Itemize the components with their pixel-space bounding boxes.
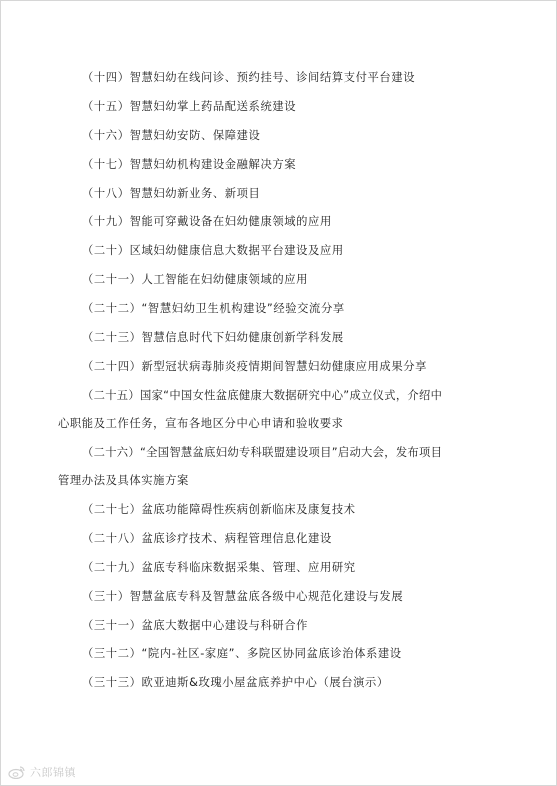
- list-item-text: （三十三）欧亚迪斯&玫瑰小屋盆底养护中心（展台演示）: [82, 676, 389, 690]
- list-item-continuation: 管理办法及具体实施方案: [58, 474, 189, 488]
- list-item-text: （二十）区域妇幼健康信息大数据平台建设及应用: [82, 244, 344, 258]
- list-item-text: （二十四）新型冠状病毒肺炎疫情期间智慧妇幼健康应用成果分享: [82, 359, 428, 373]
- list-item: [58, 503, 518, 517]
- list-item-continuation: 心职能及工作任务，宣布各地区分中心申请和验收要求: [58, 416, 344, 430]
- list-item: [58, 532, 518, 546]
- list-item-text: （二十一）人工智能在妇幼健康领域的应用: [82, 273, 309, 287]
- list-item: [58, 676, 518, 690]
- list-item: [58, 71, 518, 85]
- list-item: [58, 389, 518, 431]
- weibo-logo-icon: [8, 765, 26, 779]
- list-item-text: （二十五）国家“中国女性盆底健康大数据研究中心”成立仪式，介绍中: [82, 388, 443, 402]
- list-item: [58, 129, 518, 143]
- list-item-text: （二十八）盆底诊疗技术、病程管理信息化建设: [82, 531, 332, 545]
- list-item-text: （十八）智慧妇幼新业务、新项目: [82, 186, 261, 200]
- watermark-text: 六郎锦镇: [30, 766, 76, 779]
- list-item: [58, 561, 518, 575]
- list-item: [58, 446, 518, 488]
- list-item: [58, 302, 518, 316]
- list-item-text: （十四）智慧妇幼在线问诊、预约挂号、诊间结算支付平台建设: [82, 71, 416, 84]
- list-item-text: （二十七）盆底功能障碍性疾病创新临床及康复技术: [82, 502, 356, 516]
- list-item-text: （十六）智慧妇幼安防、保障建设: [82, 128, 261, 142]
- list-item: [58, 215, 518, 229]
- list-item: [58, 158, 518, 172]
- list-item: [58, 619, 518, 633]
- list-item: [58, 187, 518, 201]
- list-item-text: （三十一）盆底大数据中心建设与科研合作: [82, 618, 309, 632]
- document-body: [58, 71, 518, 705]
- list-item: [58, 647, 518, 661]
- list-item-text: （十九）智能可穿戴设备在妇幼健康领域的应用: [82, 215, 332, 229]
- list-item-text: （三十二）“院内-社区-家庭”、多院区协同盆底诊治体系建设: [82, 647, 402, 661]
- list-item: [58, 244, 518, 258]
- list-item: [58, 273, 518, 287]
- list-item-text: （二十三）智慧信息时代下妇幼健康创新学科发展: [82, 331, 344, 345]
- list-item: [58, 100, 518, 114]
- list-item: [58, 590, 518, 604]
- list-item-text: （十五）智慧妇幼掌上药品配送系统建设: [82, 99, 297, 113]
- watermark: [8, 764, 76, 780]
- list-item-text: （十七）智慧妇幼机构建设金融解决方案: [82, 157, 297, 171]
- list-item: [58, 331, 518, 345]
- list-item-text: （二十九）盆底专科临床数据采集、管理、应用研究: [82, 560, 356, 574]
- list-item-text: （二十二）“智慧妇幼卫生机构建设”经验交流分享: [82, 302, 345, 316]
- list-item-text: （三十）智慧盆底专科及智慧盆底各级中心规范化建设与发展: [82, 589, 404, 603]
- list-item: [58, 360, 518, 374]
- list-item-text: （二十六）“全国智慧盆底妇幼专科联盟建设项目”启动大会，发布项目: [82, 445, 443, 459]
